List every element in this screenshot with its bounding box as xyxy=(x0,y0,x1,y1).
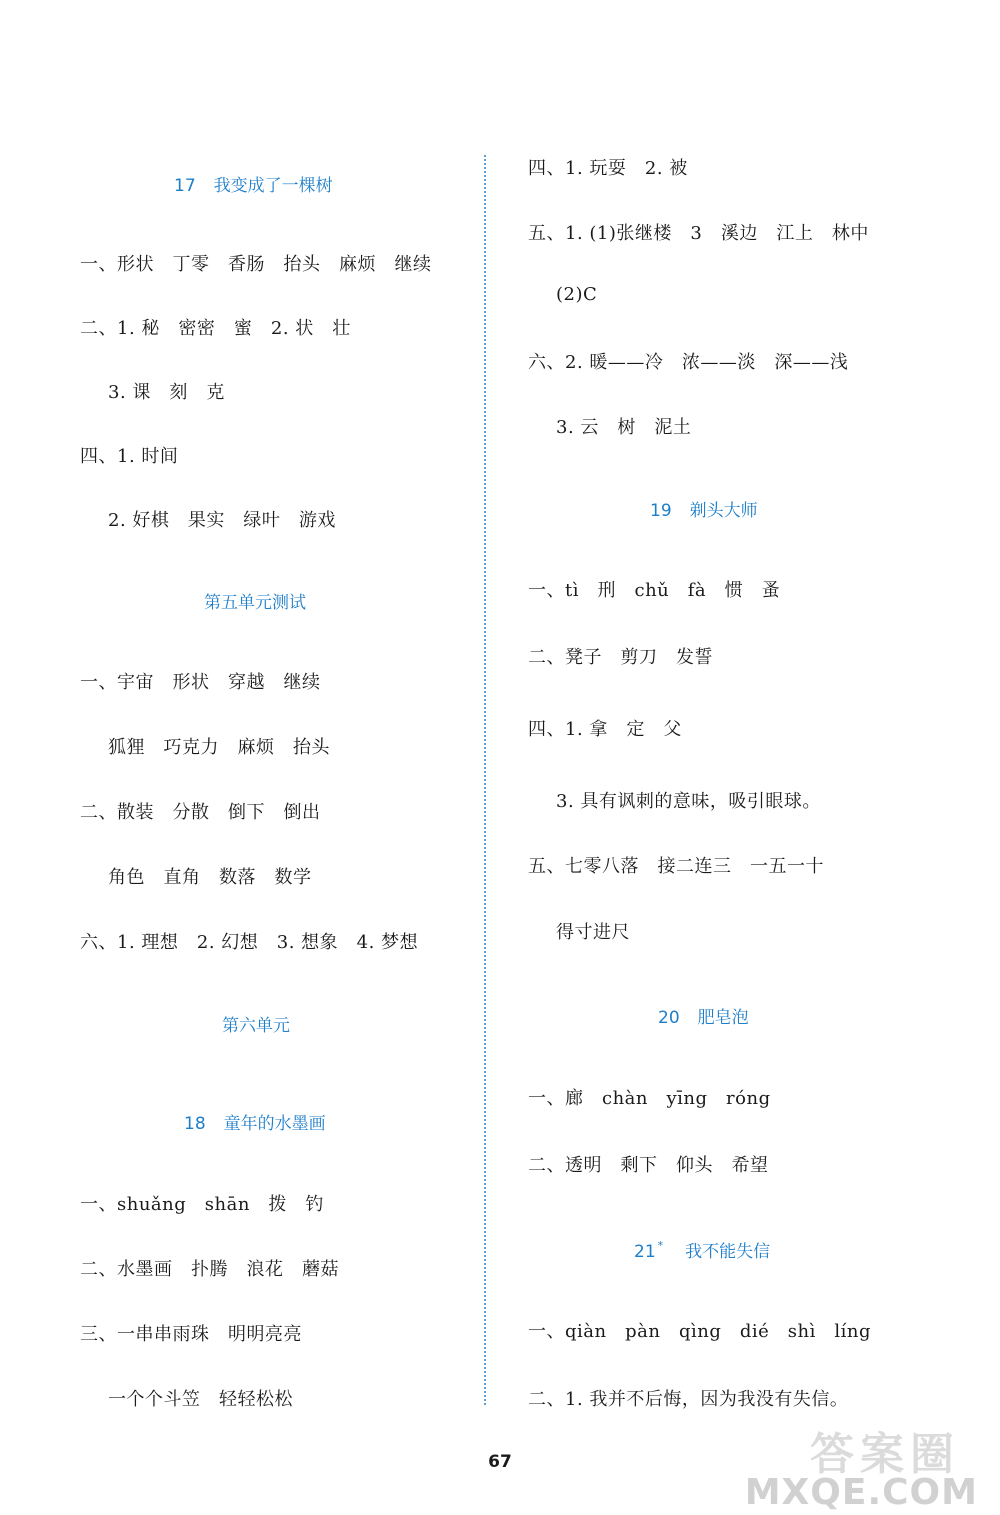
l19-line-2: 二、凳子 剪刀 发誓 xyxy=(528,647,713,668)
l18c-line-3: (2)C xyxy=(556,284,598,305)
unit-6-heading: 第六单元 xyxy=(222,1016,290,1036)
lesson-21-heading xyxy=(634,1237,770,1262)
l19-line-3: 四、1. 拿 定 父 xyxy=(528,719,682,740)
page-number: 67 xyxy=(488,1452,512,1472)
lesson-17-title: 我变成了一棵树 xyxy=(213,176,333,196)
l18c-line-5: 3. 云 树 泥土 xyxy=(556,417,692,438)
l18-line-3: 三、一串串雨珠 明明亮亮 xyxy=(80,1324,302,1345)
column-divider xyxy=(484,155,486,1405)
lesson-17-heading xyxy=(174,171,333,196)
lesson-21-mark: * xyxy=(657,1239,664,1252)
lesson-18-number: 18 xyxy=(184,1114,206,1134)
lesson-17-number: 17 xyxy=(174,176,196,196)
l17-line-3: 3. 课 刻 克 xyxy=(108,382,225,403)
l17-line-2: 二、1. 秘 密密 蜜 2. 状 壮 xyxy=(80,318,351,339)
l17-line-1: 一、形状 丁零 香肠 抬头 麻烦 继续 xyxy=(80,254,432,275)
lesson-21-number: 21 xyxy=(634,1242,656,1262)
l18-line-4: 一个个斗笠 轻轻松松 xyxy=(108,1389,293,1410)
lesson-21-title: 我不能失信 xyxy=(685,1242,771,1262)
left-column xyxy=(80,0,500,1440)
lesson-20-title: 肥皂泡 xyxy=(697,1008,749,1028)
l18c-line-2: 五、1. (1)张继楼 3 溪边 江上 林中 xyxy=(528,223,869,244)
lesson-18-heading xyxy=(184,1109,326,1134)
l17-line-4: 四、1. 时间 xyxy=(80,446,179,467)
u5-line-4: 角色 直角 数落 数学 xyxy=(108,867,312,888)
l19-line-5: 五、七零八落 接二连三 一五一十 xyxy=(528,856,824,877)
l18c-line-1: 四、1. 玩耍 2. 被 xyxy=(528,158,688,179)
lesson-20-heading xyxy=(658,1003,749,1028)
lesson-18-title: 童年的水墨画 xyxy=(223,1114,326,1134)
watermark-url: MXQE.COM xyxy=(744,1472,978,1513)
l20-line-1: 一、廊 chàn yīng róng xyxy=(528,1088,771,1109)
l17-line-5: 2. 好棋 果实 绿叶 游戏 xyxy=(108,510,336,531)
l21-line-1: 一、qiàn pàn qìng dié shì líng xyxy=(528,1321,871,1342)
l19-line-4: 3. 具有讽刺的意味，吸引眼球。 xyxy=(556,791,821,812)
lesson-19-title: 剃头大师 xyxy=(689,501,758,521)
l21-line-2: 二、1. 我并不后悔，因为我没有失信。 xyxy=(528,1389,849,1410)
l20-line-2: 二、透明 剩下 仰头 希望 xyxy=(528,1155,769,1176)
l18-line-1: 一、shuǎng shān 拨 钓 xyxy=(80,1194,324,1215)
unit-5-test-heading: 第五单元测试 xyxy=(204,593,306,613)
l19-line-6: 得寸进尺 xyxy=(556,922,630,943)
u5-line-1: 一、宇宙 形状 穿越 继续 xyxy=(80,672,321,693)
u5-line-2: 狐狸 巧克力 麻烦 抬头 xyxy=(108,737,330,758)
lesson-20-number: 20 xyxy=(658,1008,680,1028)
u5-line-3: 二、散装 分散 倒下 倒出 xyxy=(80,802,321,823)
l19-line-1: 一、tì 刑 chǔ fà 惯 蚤 xyxy=(528,580,781,601)
l18c-line-4: 六、2. 暖——冷 浓——淡 深——浅 xyxy=(528,352,849,373)
watermark-logo: 答案圈 xyxy=(810,1429,960,1480)
lesson-19-number: 19 xyxy=(650,501,672,521)
l18-line-2: 二、水墨画 扑腾 浪花 蘑菇 xyxy=(80,1259,339,1280)
right-column xyxy=(528,0,948,1440)
lesson-19-heading xyxy=(650,496,758,521)
u5-line-5: 六、1. 理想 2. 幻想 3. 想象 4. 梦想 xyxy=(80,932,419,953)
